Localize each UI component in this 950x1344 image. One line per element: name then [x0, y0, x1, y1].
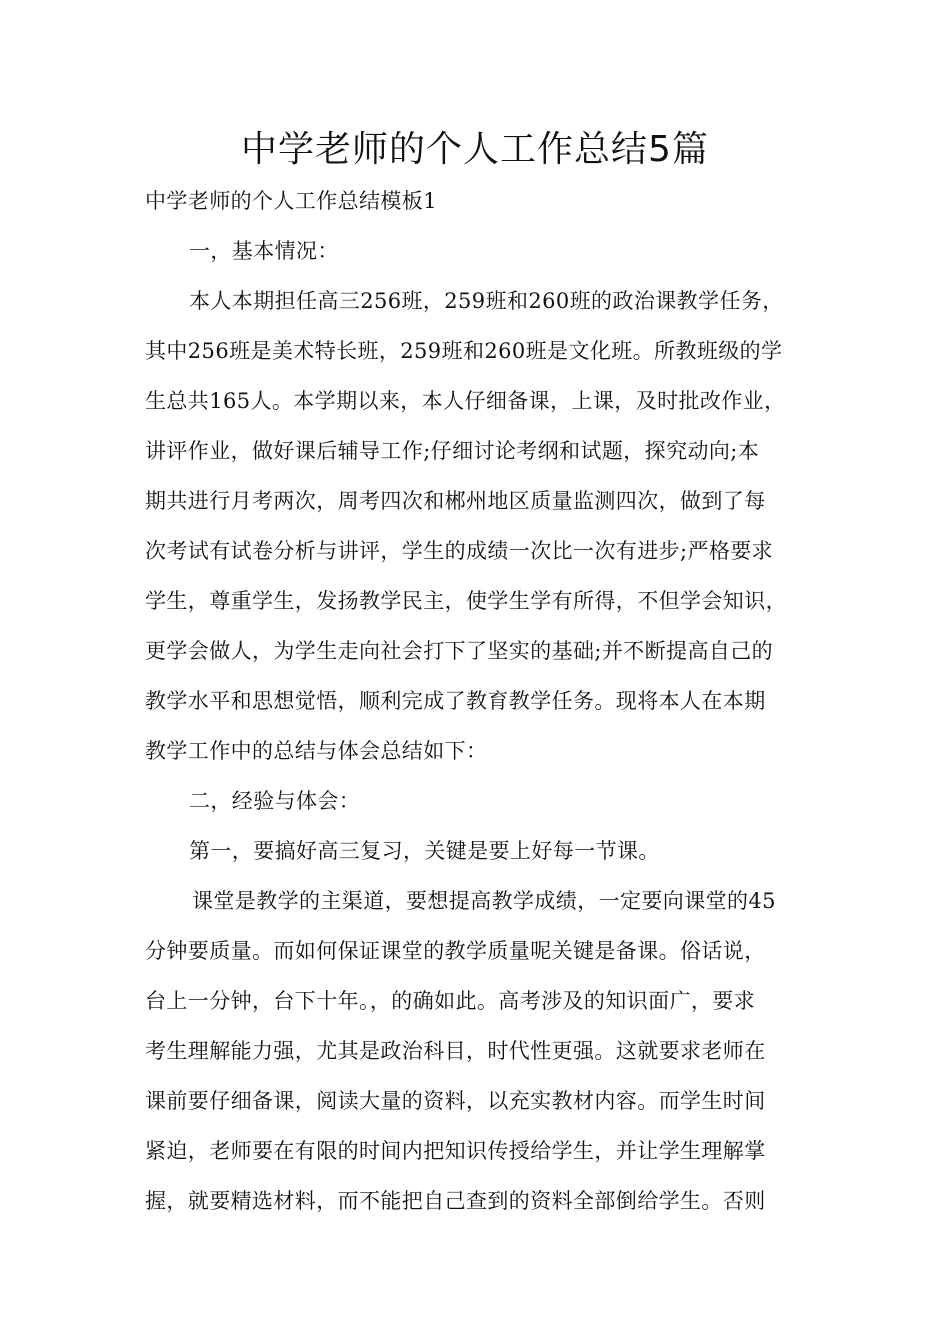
paragraph-line: 教学工作中的总结与体会总结如下：	[145, 739, 488, 763]
section-heading-experience: 二，经验与体会：	[189, 789, 361, 813]
paragraph-line: 课前要仔细备课，阅读大量的资料，以充实教材内容。而学生时间	[145, 1089, 766, 1113]
paragraph-line: 握，就要精选材料，而不能把自己查到的资料全部倒给学生。否则	[145, 1189, 766, 1213]
point-heading-first: 第一，要搞好高三复习，关键是要上好每一节课。	[189, 839, 660, 863]
paragraph-line: 期共进行月考两次，周考四次和郴州地区质量监测四次，做到了每	[145, 489, 766, 513]
paragraph-line: 生总共165人。本学期以来，本人仔细备课，上课，及时批改作业，	[145, 389, 786, 413]
paragraph-line: 学生，尊重学生，发扬教学民主，使学生学有所得，不但学会知识，	[145, 589, 787, 613]
paragraph-line: 考生理解能力强，尤其是政治科目，时代性更强。这就要求老师在	[145, 1039, 766, 1063]
paragraph-line: 次考试有试卷分析与讲评，学生的成绩一次比一次有进步;严格要求	[145, 539, 774, 563]
document-subtitle: 中学老师的个人工作总结模板1	[145, 189, 437, 213]
document-title: 中学老师的个人工作总结5篇	[241, 129, 709, 170]
paragraph-line: 其中256班是美术特长班，259班和260班是文化班。所教班级的学	[145, 339, 783, 363]
paragraph-line: 紧迫，老师要在有限的时间内把知识传授给学生，并让学生理解掌	[145, 1139, 766, 1163]
paragraph-line: 台上一分钟，台下十年。，的确如此。高考涉及的知识面广，要求	[145, 989, 756, 1013]
section-heading-basic-situation: 一，基本情况：	[189, 239, 339, 263]
paragraph-line: 分钟要质量。而如何保证课堂的教学质量呢关键是备课。俗话说，	[145, 939, 766, 963]
paragraph-line: 更学会做人，为学生走向社会打下了坚实的基础;并不断提高自己的	[145, 639, 774, 663]
paragraph-line: 本人本期担任高三256班，259班和260班的政治课教学任务，	[189, 289, 784, 313]
paragraph-line: 课堂是教学的主渠道，要想提高教学成绩，一定要向课堂的45	[192, 889, 776, 913]
paragraph-line: 讲评作业，做好课后辅导工作;仔细讨论考纲和试题，探究动向;本	[145, 439, 760, 463]
paragraph-line: 教学水平和思想觉悟，顺利完成了教育教学任务。现将本人在本期	[145, 689, 766, 713]
